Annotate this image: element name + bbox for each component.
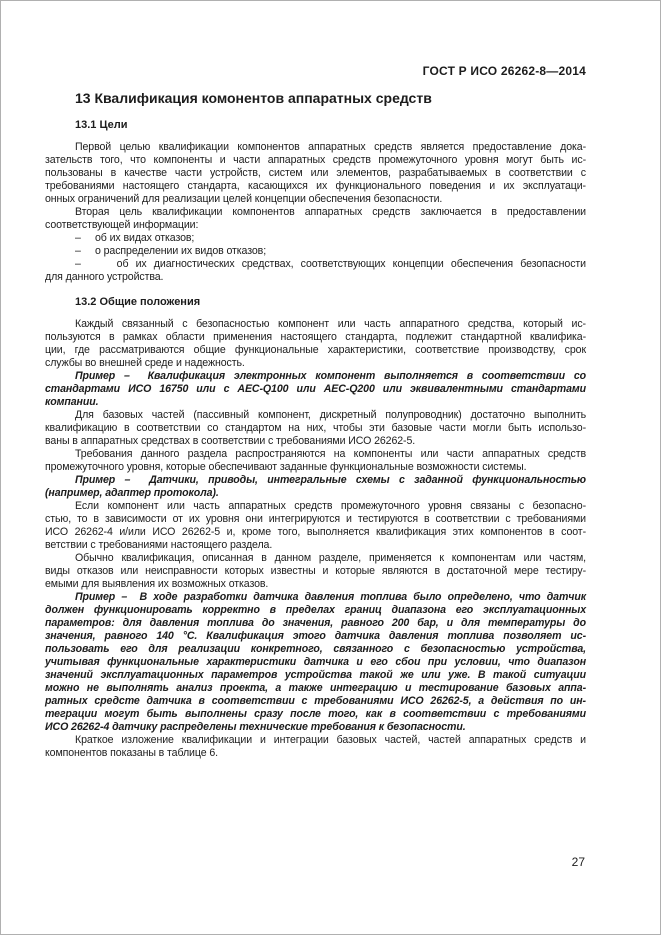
example-paragraph <box>45 370 586 409</box>
text-line: Каждый связанный с безопасностью компонент или часть аппаратного средства, который ис- <box>75 318 586 330</box>
text-line: емыми для выявления их возможных отказов. <box>45 578 269 590</box>
text-line: Краткое изложение квалификации и интеграции базовых частей, частей аппаратных средств и <box>75 734 586 746</box>
text-line: учитывая функциональные характеристики датчика и его сбои при условии, что диапазон <box>45 656 586 668</box>
text-line: – об их диагностических средствах, соответствующих концепции обеспечения безопасности <box>75 258 586 270</box>
paragraph <box>45 141 586 206</box>
example-paragraph <box>45 591 586 734</box>
text-line: компонентов показаны в таблице 6. <box>45 747 218 759</box>
text-line: стью, то в зависимости от их уровня они интегрируются и тестируются в соответствии с требованиями <box>45 513 586 525</box>
text-line: для данного устройства. <box>45 271 164 283</box>
text-line: пользуются в рамках области применения настоящего стандарта, подлежит стандартной квалифика- <box>45 331 586 343</box>
text-line: Первой целью квалификации компонентов аппаратных средств является предоставление дока- <box>75 141 586 153</box>
text-line: промежуточного уровня, которые обеспечивают заданные функциональные возможности системы. <box>45 461 527 473</box>
paragraph <box>45 500 586 552</box>
paragraph <box>45 552 586 591</box>
text-line: Вторая цель квалификации компонентов аппаратных средств заключается в предоставлении <box>75 206 586 218</box>
paragraph <box>45 206 586 232</box>
text-line: виды отказов или неисправности которых известны и которые являются в достаточной мере тестиру- <box>45 565 586 577</box>
text-line: соответствующей информации: <box>45 219 199 231</box>
text-line: стандартами ИСО 16750 или с AEC-Q100 или AEC-Q200 или эквивалентными стандартами <box>45 383 586 395</box>
text-line: Обычно квалификация, описанная в данном разделе, применяется к компонентам или частям, <box>75 552 586 564</box>
page-number: 27 <box>571 855 585 869</box>
text-line: ратных средсте датчика в соответствии с требованиями ИСО 26262-5, а действия по ин- <box>45 695 586 707</box>
text-line: Пример – В ходе разработки датчика давления топлива было определено, что датчик <box>75 591 586 603</box>
text-line: ваны в аппаратных средствах в соответствии с требованиями ИСО 26262-5. <box>45 435 416 447</box>
text-line: ции, где рассматриваются общие функциональные характеристики, соответствие производству, срок <box>45 344 586 356</box>
text-line: – о распределении их видов отказов; <box>75 245 267 257</box>
text-line: Если компонент или часть аппаратных средств промежуточного уровня связаны с безопасно- <box>75 500 586 512</box>
text-line: пользованы в качестве части устройств, систем или элементов, разрабатываемых в соответствии с <box>45 167 586 179</box>
text-line: Для базовых частей (пассивный компонент, дискретный полупроводник) достаточно выполнить <box>75 409 586 421</box>
text-line: компании. <box>45 396 99 408</box>
text-line: ИСО 26262-4 и/или ИСО 26262-5 и, кроме того, выполняется квалификация этих компонентов в соот- <box>45 526 586 538</box>
text-line: – об их видах отказов; <box>75 232 195 244</box>
text-line: Пример – Квалификация электронных компонент выполняется в соответствии со <box>75 370 586 382</box>
text-line: ИСО 26262-4 датчику распределены технические требования к безопасности. <box>45 721 466 733</box>
list-paragraph <box>45 232 586 284</box>
text-line: должен функционировать корректно в пределах границ диапазона его эксплуатационных <box>45 604 586 616</box>
text-line: зательств того, что компоненты и части аппаратных средств промежуточного уровня могут быть ис- <box>45 154 586 166</box>
text-line: теграции могут быть выполнены сразу после того, как в соответствии с требованиями <box>45 708 586 720</box>
text-line: значения, равного 140 °С. Квалификация этого датчика давления топлива позволяет ис- <box>45 630 586 642</box>
text-line: онных ограничений для реализации целей концепции обеспечения безопасности. <box>45 193 443 205</box>
text-line: Требования данного раздела распространяются на компоненты или части аппаратных средств <box>75 448 586 460</box>
example-paragraph <box>45 474 586 500</box>
text-line: (например, адаптер протокола). <box>45 487 219 499</box>
text-line: параметров: для давления топлива до значения, равного 200 бар, и для температуры до <box>45 617 586 629</box>
document-content <box>45 65 586 760</box>
paragraph <box>45 734 586 760</box>
subsection-heading: 13.2 Общие положения <box>75 296 201 308</box>
text-line: квалификацию в соответствии со стандартом на них, чтобы эти базовые части могли быть использо- <box>45 422 586 434</box>
section-heading: 13 Квалификация комонентов аппаратных средств <box>75 90 432 106</box>
paragraph <box>45 409 586 448</box>
text-line: ветствии с требованиями настоящего раздела. <box>45 539 273 551</box>
subsection-heading: 13.1 Цели <box>75 119 128 131</box>
standard-designation-header: ГОСТ Р ИСО 26262-8—2014 <box>422 64 586 78</box>
text-line: Пример – Датчики, приводы, интегральные схемы с заданной функциональностью <box>75 474 586 486</box>
text-line: пользовать его для реализации конкретного, связанного с безопасностью устройства, <box>45 643 586 655</box>
text-line: требованиями настоящего стандарта, касающихся их функционального поведения и их эксплуатаци- <box>45 180 586 192</box>
text-line: службы во внешней среде и надежность. <box>45 357 245 369</box>
paragraph <box>45 318 586 370</box>
text-line: можно не выполнять анализ проекта, а также интеграцию и тестирование базовых аппа- <box>45 682 586 694</box>
text-line: значений эксплуатационных параметров устройства такой же или уже. В такой ситуации <box>45 669 586 681</box>
paragraph <box>45 448 586 474</box>
